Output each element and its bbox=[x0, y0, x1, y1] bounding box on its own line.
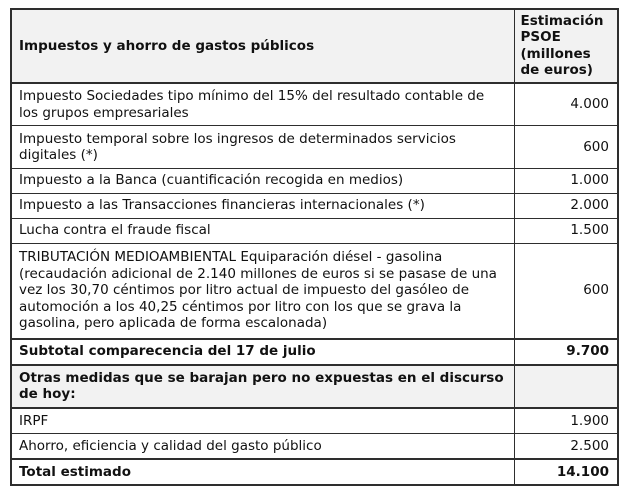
row-label: Otras medidas que se barajan pero no expuestas en el discurso de hoy: bbox=[11, 365, 514, 408]
row-value: 4.000 bbox=[514, 83, 618, 126]
budget-table bbox=[10, 8, 619, 486]
row-label: Impuesto Sociedades tipo mínimo del 15% del resultado contable de los grupos empresariales bbox=[11, 83, 514, 126]
row-label: TRIBUTACIÓN MEDIOAMBIENTAL Equiparación diésel - gasolina (recaudación adicional de 2.140 millones de euros si se pasase de una vez los 30,70 céntimos por litro actual de impuesto del gasóleo de automoción a los 40,25 céntimos por litro con los que se grava la gasolina, pero aplicada de forma escalonada) bbox=[11, 243, 514, 338]
row-value: 600 bbox=[514, 243, 618, 338]
row-label: Total estimado bbox=[11, 459, 514, 485]
row-label: Subtotal comparecencia del 17 de julio bbox=[11, 339, 514, 365]
table-row bbox=[11, 243, 618, 338]
table-row bbox=[11, 193, 618, 218]
row-label: IRPF bbox=[11, 408, 514, 433]
header-col-estimate: Estimación PSOE (millones de euros) bbox=[514, 9, 618, 83]
row-label: Impuesto temporal sobre los ingresos de determinados servicios digitales (*) bbox=[11, 126, 514, 168]
table-row bbox=[11, 433, 618, 458]
row-value: 1.500 bbox=[514, 218, 618, 243]
table-row bbox=[11, 83, 618, 126]
header-col-measures: Impuestos y ahorro de gastos públicos bbox=[11, 9, 514, 83]
table-row bbox=[11, 126, 618, 168]
row-value: 1.900 bbox=[514, 408, 618, 433]
row-label: Lucha contra el fraude fiscal bbox=[11, 218, 514, 243]
table-row bbox=[11, 459, 618, 485]
row-value: 600 bbox=[514, 126, 618, 168]
row-value: 2.500 bbox=[514, 433, 618, 458]
table-row bbox=[11, 339, 618, 365]
row-value bbox=[514, 365, 618, 408]
table-row bbox=[11, 365, 618, 408]
row-label: Ahorro, eficiencia y calidad del gasto público bbox=[11, 433, 514, 458]
row-value: 1.000 bbox=[514, 168, 618, 193]
table-body bbox=[11, 83, 618, 485]
row-value: 14.100 bbox=[514, 459, 618, 485]
table-row bbox=[11, 168, 618, 193]
row-value: 2.000 bbox=[514, 193, 618, 218]
header-row bbox=[11, 9, 618, 83]
row-label: Impuesto a la Banca (cuantificación recogida en medios) bbox=[11, 168, 514, 193]
table-row bbox=[11, 408, 618, 433]
row-value: 9.700 bbox=[514, 339, 618, 365]
table-row bbox=[11, 218, 618, 243]
row-label: Impuesto a las Transacciones financieras internacionales (*) bbox=[11, 193, 514, 218]
